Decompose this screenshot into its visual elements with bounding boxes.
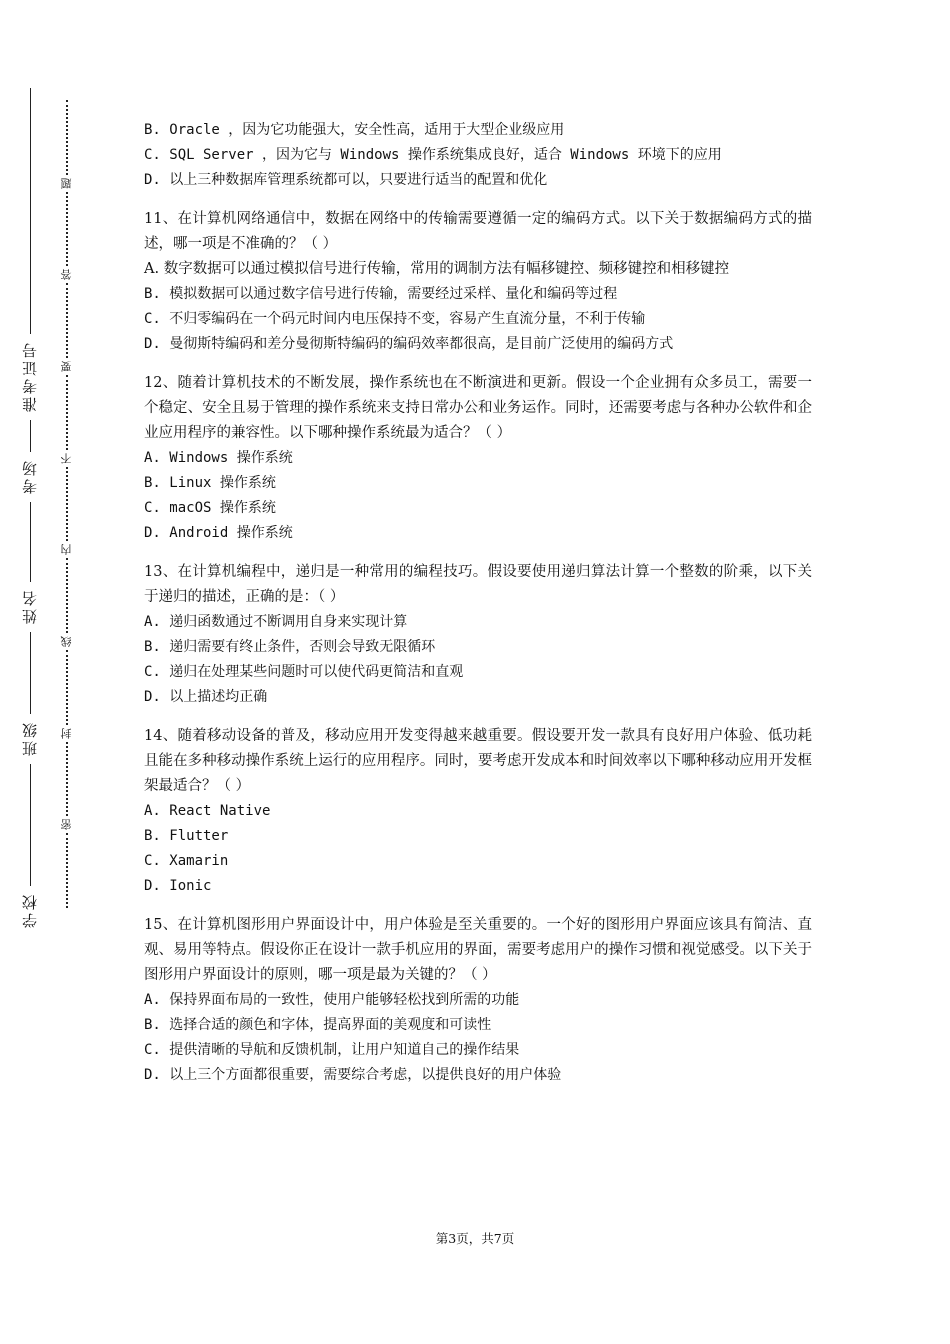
seal-line	[60, 100, 74, 908]
seal-char: 线	[60, 636, 73, 648]
question-stem: 12、随着计算机技术的不断发展，操作系统也在不断演进和更新。假设一个企业拥有众多员工，需要一个稳定、安全且易于管理的操作系统来支持日常办公和业务运作。同时，还需要考虑与各种办公软件和企业应用程序的兼容性。以下哪种操作系统最为适合？（ ）	[144, 375, 812, 441]
question-stem: 11、在计算机网络通信中，数据在网络中的传输需要遵循一定的编码方式。以下关于数据编码方式的描述，哪一项是不准确的？（ ）	[144, 211, 812, 252]
question-15	[144, 913, 812, 1088]
option-a: A. React Native	[144, 803, 271, 819]
option-d: D. 曼彻斯特编码和差分曼彻斯特编码的编码效率都很高，是目前广泛使用的编码方式	[144, 336, 674, 352]
option-d: D. 以上三个方面都很重要，需要综合考虑，以提供良好的用户体验	[144, 1067, 562, 1083]
page-number: 第3页，共7页	[435, 1231, 515, 1246]
option-c: C. 提供清晰的导航和反馈机制，让用户知道自己的操作结果	[144, 1042, 520, 1058]
question-stem: 13、在计算机编程中，递归是一种常用的编程技巧。假设要使用递归算法计算一个整数的阶乘，以下关于递归的描述，正确的是：（ ）	[144, 564, 812, 605]
option-a: A. Windows 操作系统	[144, 450, 293, 466]
field-line	[30, 632, 31, 714]
field-exam-id	[18, 88, 42, 418]
seal-char: 不	[60, 452, 73, 464]
option-b: B. Oracle ，因为它功能强大，安全性高，适用于大型企业级应用	[144, 122, 565, 138]
option-c: C. macOS 操作系统	[144, 500, 276, 516]
binding-margin	[0, 0, 110, 1344]
seal-char: 题	[60, 177, 73, 189]
option-d: D. 以上三种数据库管理系统都可以，只要进行适当的配置和优化	[144, 172, 548, 188]
option-a: A. 递归函数通过不断调用自身来实现计算	[144, 614, 408, 630]
option-c: C. 不归零编码在一个码元时间内电压保持不变，容易产生直流分量，不利于传输	[144, 311, 646, 327]
field-label-name: 姓名	[21, 588, 39, 624]
option-b: B. Linux 操作系统	[144, 475, 276, 491]
seal-char: 封	[60, 727, 73, 739]
question-12	[144, 371, 812, 546]
field-line	[30, 88, 31, 334]
option-b: B. Flutter	[144, 828, 229, 844]
question-stem: 15、在计算机图形用户界面设计中，用户体验是至关重要的。一个好的图形用户界面应该具有简洁、直观、易用等特点。假设你正在设计一款手机应用的界面，需要考虑用户的操作习惯和视觉感受。以下关于图形用户界面设计的原则，哪一项是最为关键的？（ ）	[144, 917, 812, 983]
field-label-exam-id: 准考证号	[21, 340, 39, 412]
question-11	[144, 207, 812, 357]
seal-char: 要	[60, 361, 73, 373]
seal-char: 答	[60, 269, 73, 281]
option-d: D. Ionic	[144, 878, 212, 894]
option-a: A. 保持界面布局的一致性，使用户能够轻松找到所需的功能	[144, 992, 520, 1008]
field-exam-room	[18, 420, 42, 500]
option-a: A. 数字数据可以通过模拟信号进行传输，常用的调制方法有幅移键控、频移键控和相移键控	[144, 261, 730, 277]
option-d: D. Android 操作系统	[144, 525, 293, 541]
field-class	[18, 632, 42, 762]
field-label-school: 学校	[21, 892, 39, 928]
question-13	[144, 560, 812, 710]
option-d: D. 以上描述均正确	[144, 689, 268, 705]
field-name	[18, 502, 42, 630]
seal-char: 密	[60, 819, 73, 831]
field-line	[30, 502, 31, 582]
question-10-continued	[144, 118, 812, 193]
question-14	[144, 724, 812, 899]
option-b: B. 模拟数据可以通过数字信号进行传输，需要经过采样、量化和编码等过程	[144, 286, 618, 302]
field-school	[18, 764, 42, 934]
question-list	[144, 118, 812, 1088]
question-stem: 14、随着移动设备的普及，移动应用开发变得越来越重要。假设要开发一款具有良好用户体验、低功耗且能在多种移动操作系统上运行的应用程序。同时，要考虑开发成本和时间效率以下哪种移动应用开发框架最适合？（ ）	[144, 728, 812, 794]
option-b: B. 递归需要有终止条件，否则会导致无限循环	[144, 639, 436, 655]
field-label-class: 班级	[21, 720, 39, 756]
field-line	[30, 764, 31, 886]
field-label-exam-room: 考场	[21, 458, 39, 494]
seal-char: 内	[60, 544, 73, 556]
option-c: C. SQL Server ，因为它与 Windows 操作系统集成良好，适合 Windows 环境下的应用	[144, 147, 722, 163]
option-c: C. Xamarin	[144, 853, 229, 869]
option-c: C. 递归在处理某些问题时可以使代码更简洁和直观	[144, 664, 464, 680]
option-b: B. 选择合适的颜色和字体，提高界面的美观度和可读性	[144, 1017, 492, 1033]
field-line	[30, 420, 31, 452]
